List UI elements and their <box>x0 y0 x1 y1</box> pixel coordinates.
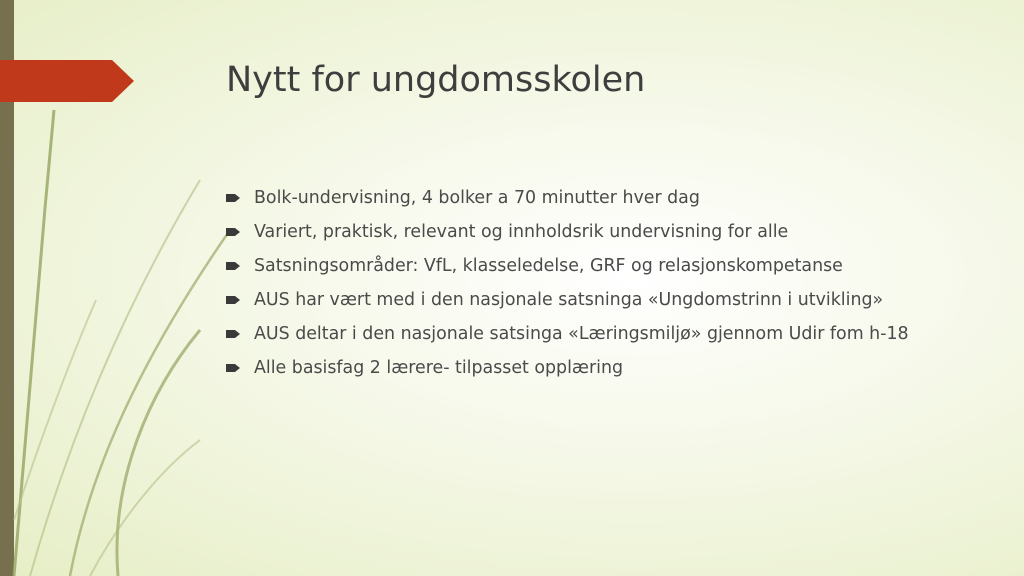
pencil-bullet-icon <box>226 227 240 237</box>
bullet-list <box>226 181 909 385</box>
pencil-bullet-icon <box>226 261 240 271</box>
bullet-item <box>226 249 909 283</box>
bullet-text: Alle basisfag 2 lærere- tilpasset opplæring <box>254 358 624 378</box>
bullet-item <box>226 351 909 385</box>
bullet-text: Bolk-undervisning, 4 bolker a 70 minutter hver dag <box>254 188 700 208</box>
bullet-item <box>226 215 909 249</box>
slide-title: Nytt for ungdomsskolen <box>226 60 646 100</box>
pencil-bullet-icon <box>226 329 240 339</box>
pencil-bullet-icon <box>226 363 240 373</box>
bullet-item <box>226 317 909 351</box>
bullet-text: AUS deltar i den nasjonale satsinga «Læringsmiljø» gjennom Udir fom h-18 <box>254 324 909 344</box>
bullet-text: Variert, praktisk, relevant og innholdsrik undervisning for alle <box>254 222 789 242</box>
bullet-item <box>226 283 909 317</box>
pencil-bullet-icon <box>226 193 240 203</box>
bullet-text: AUS har vært med i den nasjonale satsninga «Ungdomstrinn i utvikling» <box>254 290 884 310</box>
pencil-bullet-icon <box>226 295 240 305</box>
title-arrow-tab <box>0 60 134 102</box>
bullet-item <box>226 181 909 215</box>
bullet-text: Satsningsområder: VfL, klasseledelse, GRF og relasjonskompetanse <box>254 256 843 276</box>
